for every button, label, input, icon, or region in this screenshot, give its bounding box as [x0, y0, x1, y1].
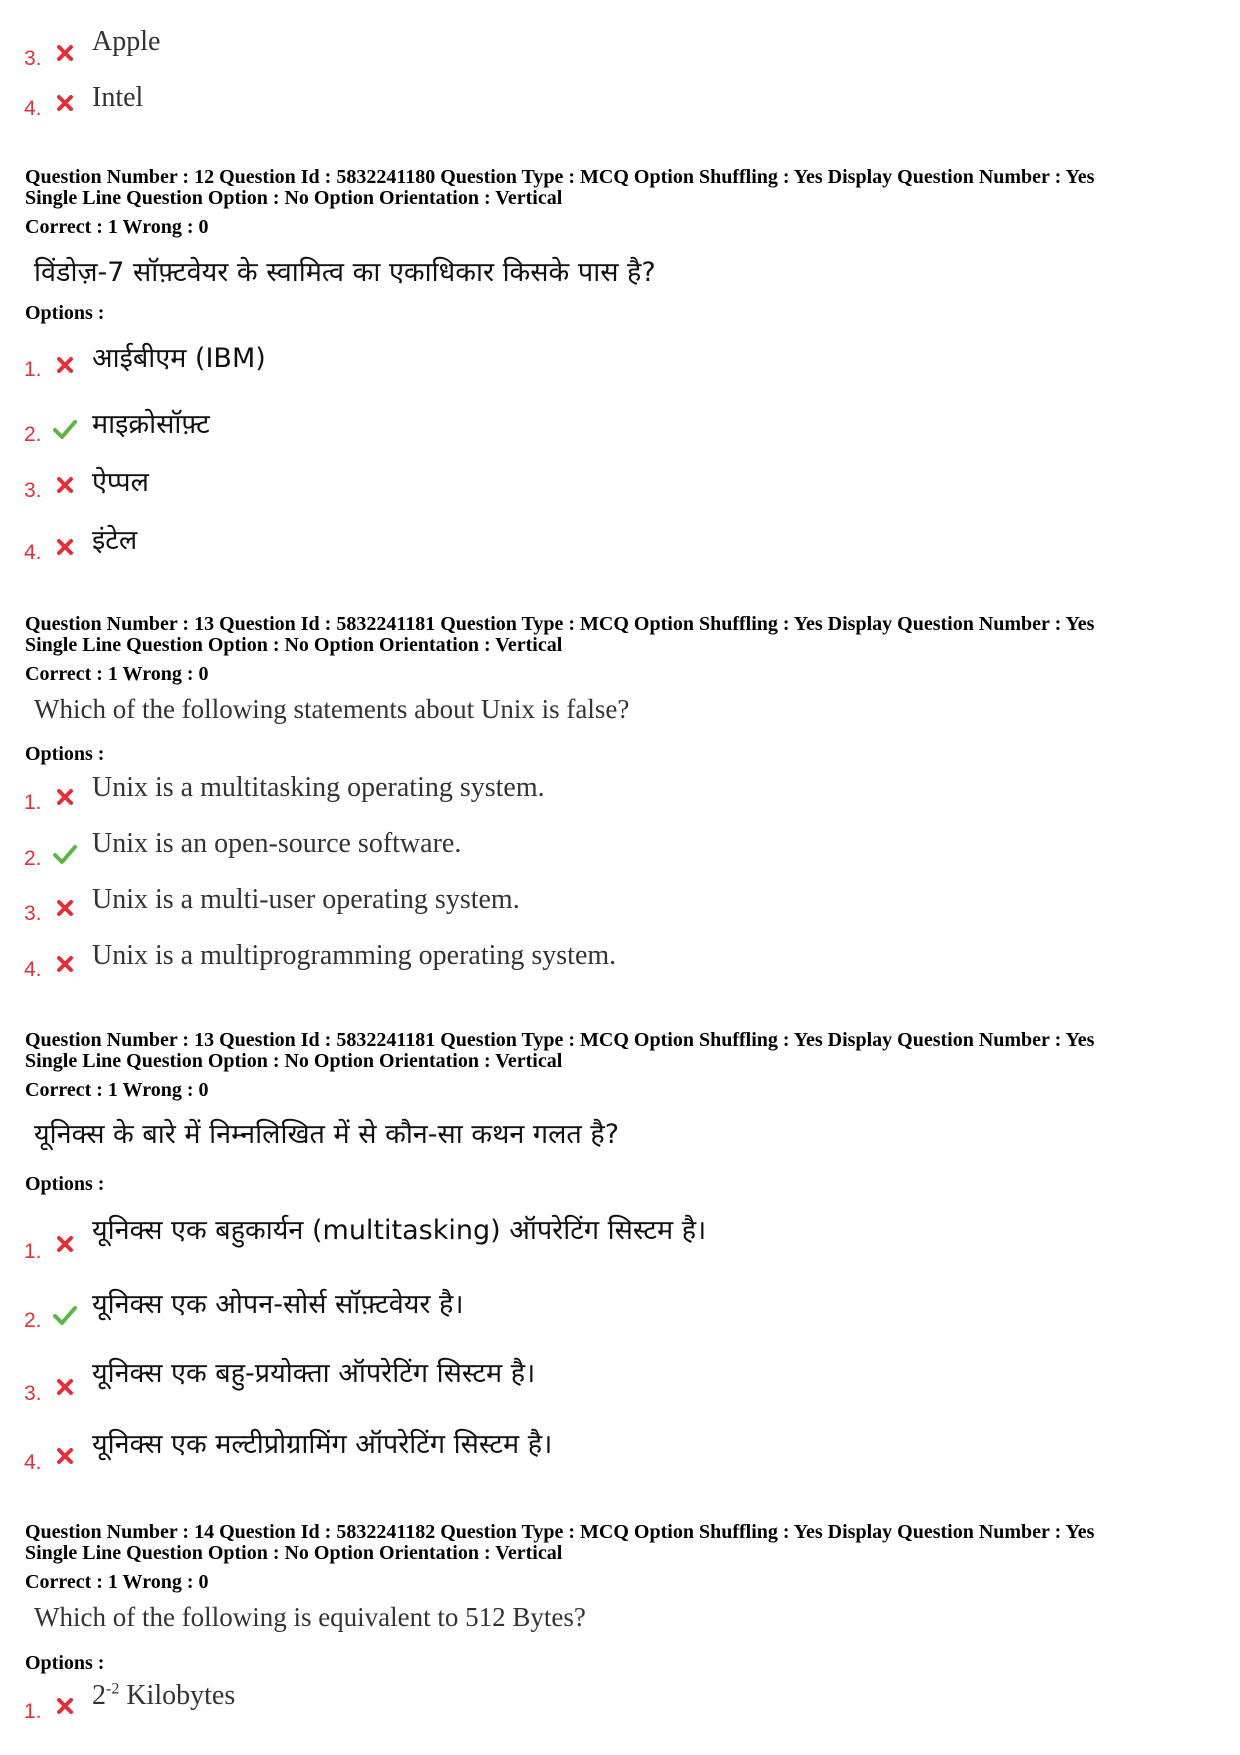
- question-score: Correct : 1 Wrong : 0: [25, 1571, 209, 1593]
- wrong-mark-icon: [56, 1235, 74, 1253]
- question-meta-line2: Single Line Question Option : No Option Orientation : Vertical: [25, 634, 563, 656]
- option-number: 1.: [24, 791, 42, 814]
- option-text: Unix is a multi-user operating system.: [92, 884, 520, 915]
- option-number: 4.: [24, 1451, 42, 1474]
- option-text: यूनिक्स एक बहुकार्यन (multitasking) ऑपरेटिंग सिस्टम है।: [92, 1215, 707, 1246]
- question-text: विंडोज़-7 सॉफ़्टवेयर के स्वामित्व का एकाधिकार किसके पास है?: [34, 257, 656, 288]
- wrong-mark-icon: [56, 955, 74, 973]
- question-score: Correct : 1 Wrong : 0: [25, 1079, 209, 1101]
- options-label: Options :: [25, 302, 105, 324]
- correct-check-icon: [52, 418, 78, 440]
- option-number: 3.: [24, 902, 42, 925]
- question-meta-line1: Question Number : 13 Question Id : 5832241181 Question Type : MCQ Option Shuffling : Yes Display Question Number : Yes: [25, 1029, 1095, 1051]
- option-text: ऐप्पल: [92, 467, 149, 498]
- option-text: Unix is a multiprogramming operating system.: [92, 940, 617, 971]
- option-number: 1.: [24, 1240, 42, 1263]
- option-text: [92, 1680, 235, 1712]
- option-number: 2.: [24, 1309, 42, 1332]
- correct-check-icon: [52, 1304, 78, 1326]
- option-number: 3.: [24, 479, 42, 502]
- option-number: 4.: [24, 958, 42, 981]
- option-text: Unix is a multitasking operating system.: [92, 772, 545, 803]
- wrong-mark-icon: [56, 1697, 74, 1715]
- question-score: Correct : 1 Wrong : 0: [25, 216, 209, 238]
- option-unit: Kilobytes: [119, 1680, 236, 1711]
- options-label: Options :: [25, 743, 105, 765]
- option-text: यूनिक्स एक बहु-प्रयोक्ता ऑपरेटिंग सिस्टम है।: [92, 1358, 536, 1389]
- option-number: 2.: [24, 847, 42, 870]
- option-text: आईबीएम (IBM): [92, 343, 266, 374]
- wrong-mark-icon: [56, 356, 74, 374]
- option-number: 4.: [24, 541, 42, 564]
- wrong-mark-icon: [56, 788, 74, 806]
- options-label: Options :: [25, 1652, 105, 1674]
- option-text: Unix is an open-source software.: [92, 828, 462, 859]
- wrong-mark-icon: [56, 538, 74, 556]
- question-meta-line2: Single Line Question Option : No Option Orientation : Vertical: [25, 187, 563, 209]
- option-number: 4.: [24, 97, 42, 120]
- option-number: 1.: [24, 358, 42, 381]
- option-text: यूनिक्स एक ओपन-सोर्स सॉफ़्टवेयर है।: [92, 1289, 464, 1320]
- option-number: 3.: [24, 47, 42, 70]
- option-number: 1.: [24, 1700, 42, 1723]
- option-text: माइक्रोसॉफ़्ट: [92, 409, 210, 440]
- option-text: इंटेल: [92, 525, 138, 556]
- option-base: 2: [92, 1680, 106, 1711]
- question-meta-line1: Question Number : 13 Question Id : 5832241181 Question Type : MCQ Option Shuffling : Yes Display Question Number : Yes: [25, 613, 1095, 635]
- wrong-mark-icon: [56, 44, 74, 62]
- question-score: Correct : 1 Wrong : 0: [25, 663, 209, 685]
- option-text: Apple: [92, 26, 161, 57]
- question-text: यूनिक्स के बारे में निम्नलिखित में से कौन-सा कथन गलत है?: [34, 1119, 620, 1150]
- question-meta-line1: Question Number : 14 Question Id : 5832241182 Question Type : MCQ Option Shuffling : Yes Display Question Number : Yes: [25, 1521, 1095, 1543]
- option-text: यूनिक्स एक मल्टीप्रोग्रामिंग ऑपरेटिंग सिस्टम है।: [92, 1429, 553, 1460]
- wrong-mark-icon: [56, 899, 74, 917]
- question-meta-line2: Single Line Question Option : No Option Orientation : Vertical: [25, 1050, 563, 1072]
- option-number: 3.: [24, 1382, 42, 1405]
- option-number: 2.: [24, 423, 42, 446]
- question-meta-line2: Single Line Question Option : No Option Orientation : Vertical: [25, 1542, 563, 1564]
- options-label: Options :: [25, 1173, 105, 1195]
- wrong-mark-icon: [56, 476, 74, 494]
- question-text: Which of the following statements about Unix is false?: [34, 694, 630, 724]
- question-meta-line1: Question Number : 12 Question Id : 5832241180 Question Type : MCQ Option Shuffling : Yes Display Question Number : Yes: [25, 166, 1095, 188]
- correct-check-icon: [52, 843, 78, 865]
- option-exponent: -2: [106, 1680, 120, 1698]
- wrong-mark-icon: [56, 94, 74, 112]
- option-text: Intel: [92, 82, 144, 113]
- wrong-mark-icon: [56, 1378, 74, 1396]
- question-text: Which of the following is equivalent to 512 Bytes?: [34, 1602, 586, 1632]
- wrong-mark-icon: [56, 1447, 74, 1465]
